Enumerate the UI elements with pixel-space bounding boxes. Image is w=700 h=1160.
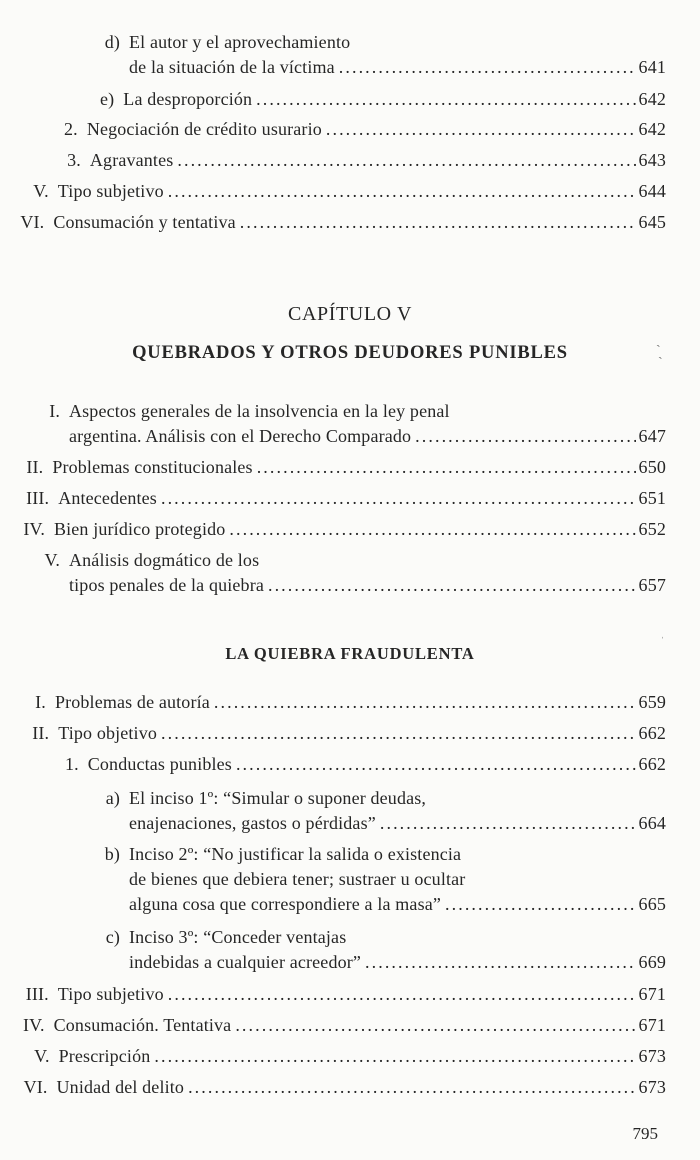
- toc-page-number: 657: [638, 575, 666, 595]
- toc-entry-c: [0, 925, 700, 974]
- leader-dots: [380, 811, 636, 835]
- toc-label: a): [105, 788, 120, 808]
- leader-dots: [257, 455, 636, 479]
- toc-page-number: 659: [638, 692, 666, 712]
- toc-page-number: 647: [638, 426, 666, 446]
- toc-entry-I: [0, 690, 700, 714]
- toc-label: e): [100, 89, 115, 109]
- toc-entry-3: [0, 148, 700, 172]
- toc-page-number: 641: [638, 57, 666, 77]
- toc-page-number: 662: [638, 723, 666, 743]
- toc-label: 1.: [64, 754, 79, 774]
- toc-entry-V: [0, 1044, 700, 1068]
- toc-text: de la situación de la víctima: [129, 57, 335, 77]
- toc-text: El autor y el aprovechamiento: [129, 32, 351, 52]
- toc-text: Tipo subjetivo: [57, 984, 164, 1004]
- toc-entry-VI: [0, 210, 700, 234]
- toc-label: IV.: [23, 1015, 45, 1035]
- toc-page-number: 642: [638, 119, 666, 139]
- toc-text: tipos penales de la quiebra: [69, 575, 264, 595]
- toc-entry-IV: [0, 1013, 700, 1037]
- toc-page-number: 650: [638, 457, 666, 477]
- toc-label: c): [105, 927, 120, 947]
- toc-page-number: 662: [638, 754, 666, 774]
- leader-dots: [326, 117, 636, 141]
- leader-dots: [229, 517, 635, 541]
- toc-label: V.: [33, 181, 49, 201]
- toc-entry-2: [0, 117, 700, 141]
- toc-label: VI.: [20, 212, 45, 232]
- toc-label: 3.: [67, 150, 81, 170]
- toc-label: b): [104, 844, 120, 864]
- toc-text: de bienes que debiera tener; sustraer u ocultar: [129, 869, 466, 889]
- toc-page-number: 642: [638, 89, 666, 109]
- leader-dots: [161, 486, 636, 510]
- toc-label: III.: [25, 984, 49, 1004]
- toc-entry-III: [0, 982, 700, 1006]
- toc-entry-a: [0, 786, 700, 835]
- toc-entry-b: [0, 842, 700, 916]
- leader-dots: [168, 179, 636, 203]
- leader-dots: [161, 721, 636, 745]
- toc-page-number: 673: [638, 1046, 666, 1066]
- toc-entry-d: [0, 30, 700, 79]
- scan-speck: ˏ: [658, 345, 663, 360]
- toc-page-number: 644: [638, 181, 666, 201]
- toc-text: Tipo objetivo: [58, 723, 158, 743]
- leader-dots: [236, 752, 636, 776]
- toc-text: Tipo subjetivo: [57, 181, 164, 201]
- toc-text: Análisis dogmático de los: [69, 550, 260, 570]
- toc-text: argentina. Análisis con el Derecho Comparado: [69, 426, 412, 446]
- toc-text: Antecedentes: [58, 488, 157, 508]
- toc-text: Bien jurídico protegido: [53, 519, 226, 539]
- toc-entry-VI: [0, 1075, 700, 1099]
- toc-entry-V: [0, 548, 700, 597]
- toc-page-number: 643: [638, 150, 666, 170]
- chapter-number: CAPÍTULO V: [288, 303, 412, 325]
- leader-dots: [177, 148, 635, 172]
- chapter-title: QUEBRADOS Y OTROS DEUDORES PUNIBLES: [132, 343, 568, 363]
- leader-dots: [339, 55, 636, 79]
- leader-dots: [240, 210, 636, 234]
- toc-label: V.: [34, 1046, 50, 1066]
- toc-text: Problemas constitucionales: [52, 457, 253, 477]
- toc-text: Conductas punibles: [87, 754, 232, 774]
- scan-speck: ˎ: [656, 333, 661, 348]
- leader-dots: [256, 87, 635, 111]
- toc-text: Prescripción: [58, 1046, 151, 1066]
- leader-dots: [168, 982, 636, 1006]
- toc-text: Negociación de crédito usurario: [86, 119, 322, 139]
- toc-entry-III: [0, 486, 700, 510]
- toc-text: La desproporción: [123, 89, 253, 109]
- leader-dots: [214, 690, 636, 714]
- leader-dots: [365, 950, 636, 974]
- toc-label: II.: [32, 723, 50, 743]
- toc-label: III.: [26, 488, 50, 508]
- toc-text: Unidad del delito: [56, 1077, 185, 1097]
- toc-page-number: 671: [638, 984, 666, 1004]
- toc-entry-I: [0, 399, 700, 448]
- toc-text: indebidas a cualquier acreedor”: [129, 952, 362, 972]
- toc-page-number: 671: [638, 1015, 666, 1035]
- toc-label: 2.: [64, 119, 78, 139]
- toc-entry-e: [0, 87, 700, 111]
- toc-label: IV.: [23, 519, 45, 539]
- leader-dots: [154, 1044, 635, 1068]
- toc-text: alguna cosa que correspondiere a la masa”: [129, 894, 442, 914]
- toc-text: Problemas de autoría: [54, 692, 210, 712]
- toc-label: d): [104, 32, 120, 52]
- section-title: LA QUIEBRA FRAUDULENTA: [225, 644, 475, 663]
- folio-page-number: 795: [632, 1124, 658, 1143]
- toc-entry-V: [0, 179, 700, 203]
- toc-text: Inciso 2º: “No justificar la salida o existencia: [129, 844, 462, 864]
- toc-label: I.: [49, 401, 60, 421]
- toc-page-number: 664: [638, 813, 666, 833]
- leader-dots: [268, 573, 636, 597]
- toc-entry-II: [0, 721, 700, 745]
- toc-label: II.: [26, 457, 44, 477]
- leader-dots: [188, 1075, 635, 1099]
- toc-text: Inciso 3º: “Conceder ventajas: [129, 927, 347, 947]
- toc-label: I.: [35, 692, 46, 712]
- leader-dots: [415, 424, 635, 448]
- leader-dots: [445, 892, 636, 916]
- toc-page-number: 652: [638, 519, 666, 539]
- toc-text: Consumación. Tentativa: [53, 1015, 232, 1035]
- toc-page-number: 673: [638, 1077, 666, 1097]
- toc-text: Aspectos generales de la insolvencia en la ley penal: [69, 401, 450, 421]
- toc-label: VI.: [23, 1077, 48, 1097]
- toc-text: El inciso 1º: “Simular o suponer deudas,: [129, 788, 427, 808]
- toc-page-number: 645: [638, 212, 666, 232]
- leader-dots: [235, 1013, 635, 1037]
- toc-text: Consumación y tentativa: [53, 212, 236, 232]
- toc-entry-1: [0, 752, 700, 776]
- toc-text: Agravantes: [89, 150, 174, 170]
- toc-page-number: 665: [638, 894, 666, 914]
- scan-speck: ˌ: [661, 628, 665, 639]
- toc-text: enajenaciones, gastos o pérdidas”: [129, 813, 376, 833]
- toc-label: V.: [44, 550, 60, 570]
- toc-page-number: 669: [638, 952, 666, 972]
- toc-page-number: 651: [638, 488, 666, 508]
- toc-entry-II: [0, 455, 700, 479]
- toc-entry-IV: [0, 517, 700, 541]
